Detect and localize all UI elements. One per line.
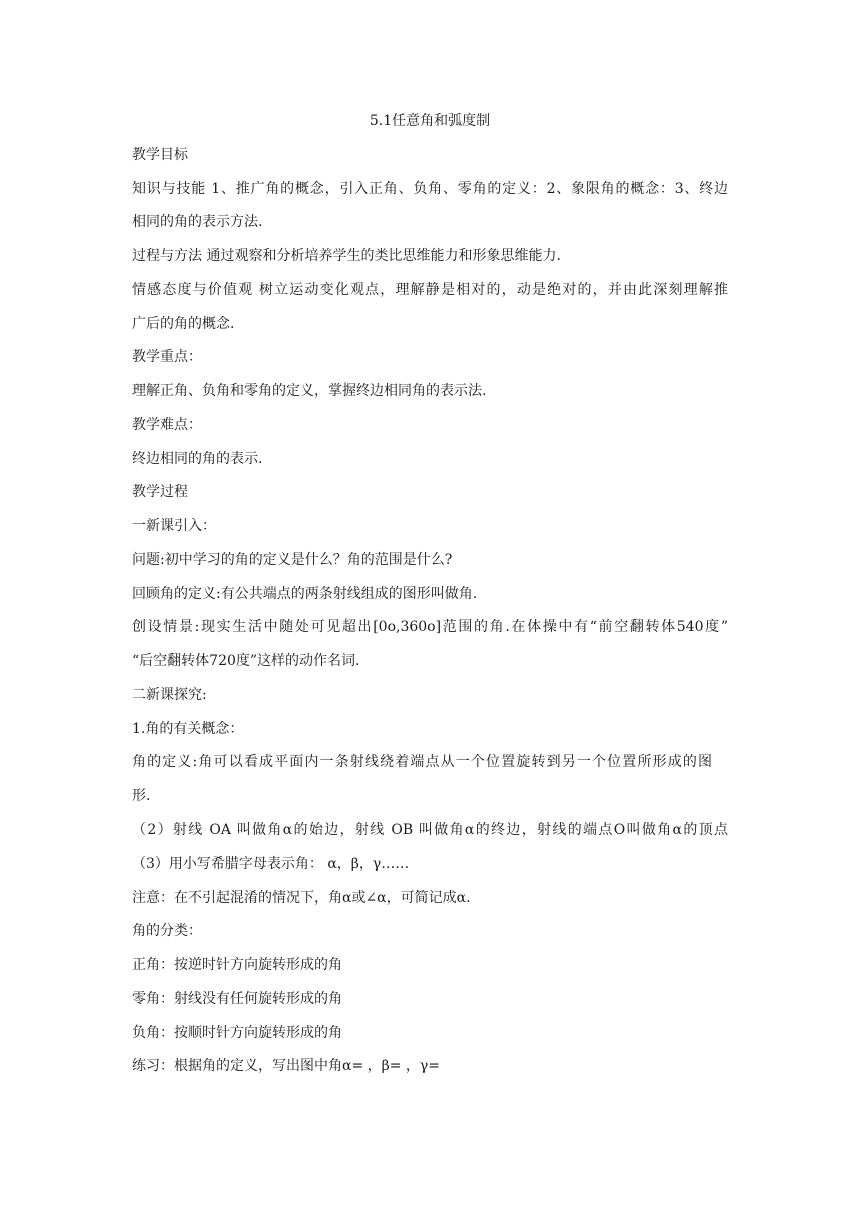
heading-angle-classification: 角的分类： (132, 923, 202, 939)
paragraph-positive-angle: 正角：按逆时针方向旋转形成的角 (132, 957, 342, 973)
paragraph-negative-angle: 负角：按顺时针方向旋转形成的角 (132, 1025, 342, 1041)
heading-teaching-process: 教学过程 (132, 484, 188, 500)
paragraph-angle-definition: 角的定义:角可以看成平面内一条射线绕着端点从一个位置旋转到另一个位置所形成的图 (132, 754, 712, 770)
paragraph-process-method: 过程与方法 通过观察和分析培养学生的类比思维能力和形象思维能力. (132, 248, 561, 264)
heading-difficult-points: 教学难点： (132, 417, 202, 433)
paragraph-scenario: 创设情景:现实生活中随处可见超出[0o,360o]范围的角.在体操中有“前空翻转体540度” (132, 619, 728, 635)
document-title: 5.1任意角和弧度制 (369, 113, 491, 129)
heading-teaching-goals: 教学目标 (132, 147, 188, 163)
paragraph-question: 问题:初中学习的角的定义是什么？角的范围是什么? (132, 552, 453, 568)
paragraph-review-definition: 回顾角的定义:有公共端点的两条射线组成的图形叫做角. (132, 586, 478, 602)
paragraph-scenario-cont: “后空翻转体720度”这样的动作名词. (132, 653, 360, 669)
heading-new-lesson-explore: 二新课探究: (132, 687, 207, 703)
paragraph-zero-angle: 零角：射线没有任何旋转形成的角 (132, 991, 342, 1007)
paragraph-greek-letters: （3）用小写希腊字母表示角： α，β，γ…… (132, 856, 410, 872)
paragraph-difficult-points: 终边相同的角的表示. (132, 451, 263, 467)
paragraph-ray-sides: （2）射线 OA 叫做角α的始边，射线 OB 叫做角α的终边，射线的端点O叫做角α的顶点 (132, 822, 728, 838)
heading-angle-concepts: 1.角的有关概念： (132, 721, 244, 737)
paragraph-angle-definition-cont: 形. (132, 788, 151, 804)
heading-key-points: 教学重点： (132, 349, 202, 365)
paragraph-knowledge-skills: 知识与技能 1、推广角的概念，引入正角、负角、零角的定义：2、象限角的概念：3、终边 (132, 181, 728, 197)
paragraph-attitude-values: 情感态度与价值观 树立运动变化观点，理解静是相对的，动是绝对的，并由此深刻理解推 (132, 282, 728, 298)
heading-new-lesson-intro: 一新课引入： (132, 518, 216, 534)
paragraph-note: 注意：在不引起混淆的情况下，角α或∠α，可简记成α. (132, 890, 471, 906)
paragraph-attitude-values-cont: 广后的角的概念. (132, 316, 235, 332)
paragraph-key-points: 理解正角、负角和零角的定义，掌握终边相同角的表示法. (132, 383, 487, 399)
paragraph-exercise: 练习：根据角的定义，写出图中角α= ，β= ，γ= (132, 1058, 441, 1074)
paragraph-knowledge-skills-cont: 相同的角的表示方法. (132, 214, 263, 230)
